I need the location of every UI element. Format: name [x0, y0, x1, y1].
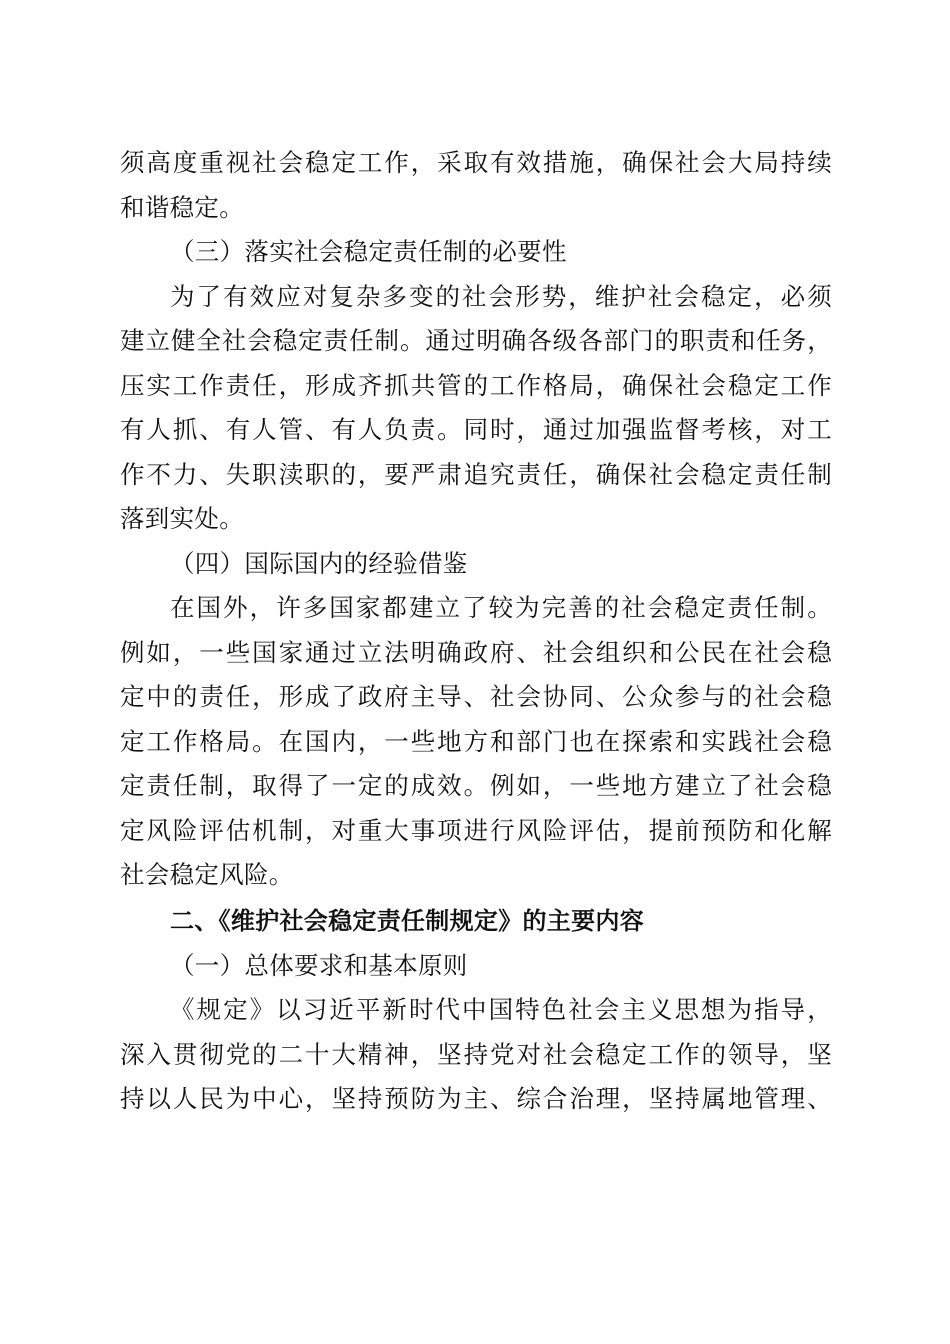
paragraph-line: 落到实处。	[120, 504, 244, 533]
paragraph-line: 为了有效应对复杂多变的社会形势，维护社会稳定，必须	[170, 281, 832, 311]
paragraph-line: 须高度重视社会稳定工作，采取有效措施，确保社会大局持续	[120, 148, 832, 177]
chapter-heading-2: 二、《维护社会稳定责任制规定》的主要内容	[170, 906, 644, 935]
paragraph-line: 和谐稳定。	[120, 192, 244, 222]
paragraph-line: 《规定》以习近平新时代中国特色社会主义思想为指导，	[170, 995, 832, 1024]
paragraph-line: 例如，一些国家通过立法明确政府、社会组织和公民在社会稳	[120, 637, 832, 667]
paragraph-line: 定中的责任，形成了政府主导、社会协同、公众参与的社会稳	[120, 682, 832, 711]
paragraph-line: 深入贯彻党的二十大精神，坚持党对社会稳定工作的领导，坚	[120, 1039, 832, 1069]
section-heading-3: （三）落实社会稳定责任制的必要性	[170, 237, 567, 266]
paragraph-line: 建立健全社会稳定责任制。通过明确各级各部门的职责和任务，	[120, 326, 832, 355]
paragraph-line: 定风险评估机制，对重大事项进行风险评估，提前预防和化解	[120, 815, 832, 845]
paragraph-line: 在国外，许多国家都建立了较为完善的社会稳定责任制。	[170, 593, 832, 622]
document-body	[120, 141, 832, 1122]
paragraph-line: 作不力、失职渎职的，要严肃追究责任，确保社会稳定责任制	[120, 459, 832, 489]
section-heading-1: （一）总体要求和基本原则	[170, 950, 468, 980]
section-heading-4: （四）国际国内的经验借鉴	[170, 548, 468, 578]
paragraph-line: 有人抓、有人管、有人负责。同时，通过加强监督考核，对工	[120, 415, 832, 444]
paragraph-line: 定责任制，取得了一定的成效。例如，一些地方建立了社会稳	[120, 771, 832, 800]
paragraph-line: 定工作格局。在国内，一些地方和部门也在探索和实践社会稳	[120, 726, 832, 756]
paragraph-line: 持以人民为中心，坚持预防为主、综合治理，坚持属地管理、	[120, 1084, 832, 1113]
paragraph-line: 社会稳定风险。	[120, 860, 294, 889]
paragraph-line: 压实工作责任，形成齐抓共管的工作格局，确保社会稳定工作	[120, 370, 832, 400]
